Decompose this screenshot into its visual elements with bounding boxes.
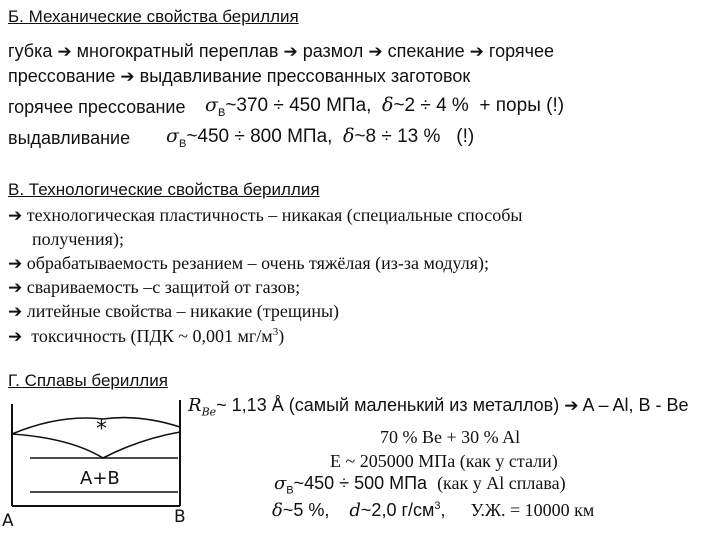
arrow-right-icon: ➔	[564, 396, 579, 415]
strength-line	[274, 474, 566, 497]
radius-line	[188, 396, 689, 419]
extrusion-properties	[166, 126, 474, 150]
process-line-1	[8, 42, 554, 62]
arrow-right-icon: ➔	[8, 278, 23, 297]
step: многократный переплав	[76, 41, 279, 61]
list-item-text: свариваемость –с защитой от газов;	[26, 277, 301, 297]
section-v-heading: В. Технологические свойства бериллия	[8, 180, 320, 199]
diagram-label-right: B	[174, 507, 186, 527]
arrow-right-icon: ➔	[283, 42, 298, 61]
specific-stiffness: У.Ж. = 10000 км	[470, 500, 595, 520]
process-line-2	[8, 67, 470, 87]
density-value: ~2,0 г/см	[360, 500, 435, 520]
extrusion-label: выдавливание	[8, 128, 131, 148]
composition: 70 % Be + 30 % Al	[380, 427, 521, 447]
arrow-right-icon: ➔	[57, 42, 72, 61]
step: выдавливание прессованных заготовок	[139, 66, 471, 86]
step: губка	[8, 41, 53, 61]
delta-symbol: δ	[381, 94, 394, 116]
arrow-right-icon: ➔	[8, 254, 23, 273]
arrow-right-icon: ➔	[469, 42, 484, 61]
delta-value: ~8 ÷ 13 %	[354, 126, 441, 147]
sigma-value: ~370 ÷ 450 МПа,	[225, 95, 372, 116]
radius-sub: Be	[201, 405, 217, 419]
sigma-sub: B	[286, 484, 294, 497]
section-b-heading: Б. Механические свойства бериллия	[8, 7, 299, 26]
list-item-text: обрабатываемость резанием – очень тяжёлая (из-за модуля);	[26, 253, 489, 273]
toxicity-sup: 3	[272, 326, 279, 338]
delta-value: ~5 %,	[282, 500, 330, 520]
arrow-right-icon: ➔	[368, 42, 383, 61]
arrow-right-icon: ➔	[8, 327, 23, 346]
arrow-right-icon: ➔	[8, 206, 23, 225]
density-sup: 3	[434, 500, 441, 512]
density-symbol: d	[349, 500, 361, 521]
modulus: E ~ 205000 МПа (как у стали)	[330, 451, 558, 471]
list-item	[8, 254, 489, 274]
step: прессование	[8, 66, 116, 86]
list-item	[8, 302, 339, 322]
radius-text: ~ 1,13 Å (самый маленький из металлов)	[216, 395, 560, 415]
sigma-symbol: σ	[166, 125, 179, 147]
toxicity-end: )	[278, 326, 285, 346]
phase-diagram	[0, 394, 200, 534]
density-line	[272, 500, 594, 521]
list-item-continuation: получения);	[32, 229, 124, 249]
step: спекание	[387, 41, 465, 61]
eutectic-star: *	[96, 417, 107, 442]
list-item-text: токсичность (ПДК ~ 0,001 мг/м	[31, 326, 273, 346]
list-item	[8, 326, 284, 347]
radius-symbol: R	[188, 395, 202, 416]
hot-pressing-label: горячее прессование	[8, 97, 186, 117]
pores-note: + поры (!)	[479, 95, 565, 116]
list-item-text: литейные свойства – никакие (трещины)	[26, 301, 340, 321]
sigma-symbol: σ	[274, 473, 287, 494]
delta-symbol: δ	[342, 125, 355, 147]
extrusion-note: (!)	[456, 126, 475, 147]
arrow-right-icon: ➔	[8, 302, 23, 321]
strength-value: ~450 ÷ 500 МПа	[293, 473, 428, 493]
list-item-text: технологическая пластичность – никакая (специальные способы	[26, 205, 523, 225]
sigma-value: ~450 ÷ 800 МПа,	[186, 126, 333, 147]
delta-symbol: δ	[272, 500, 283, 521]
strength-note: (как у Al сплава)	[437, 473, 566, 493]
alloy-systems: A – Al, B - Be	[582, 395, 689, 415]
sigma-sub: B	[217, 106, 226, 119]
hot-pressing-properties	[205, 95, 564, 119]
section-g-heading: Г. Сплавы бериллия	[8, 371, 168, 390]
list-item	[8, 206, 522, 226]
density-end: ,	[440, 500, 446, 520]
arrow-right-icon: ➔	[120, 67, 135, 86]
diagram-label-left: A	[2, 511, 14, 531]
sigma-symbol: σ	[205, 94, 218, 116]
step: горячее	[488, 41, 555, 61]
step: размол	[302, 41, 364, 61]
sigma-sub: B	[178, 137, 187, 150]
delta-value: ~2 ÷ 4 %	[393, 95, 469, 116]
phase-label: A+B	[80, 468, 120, 489]
list-item	[8, 278, 300, 298]
